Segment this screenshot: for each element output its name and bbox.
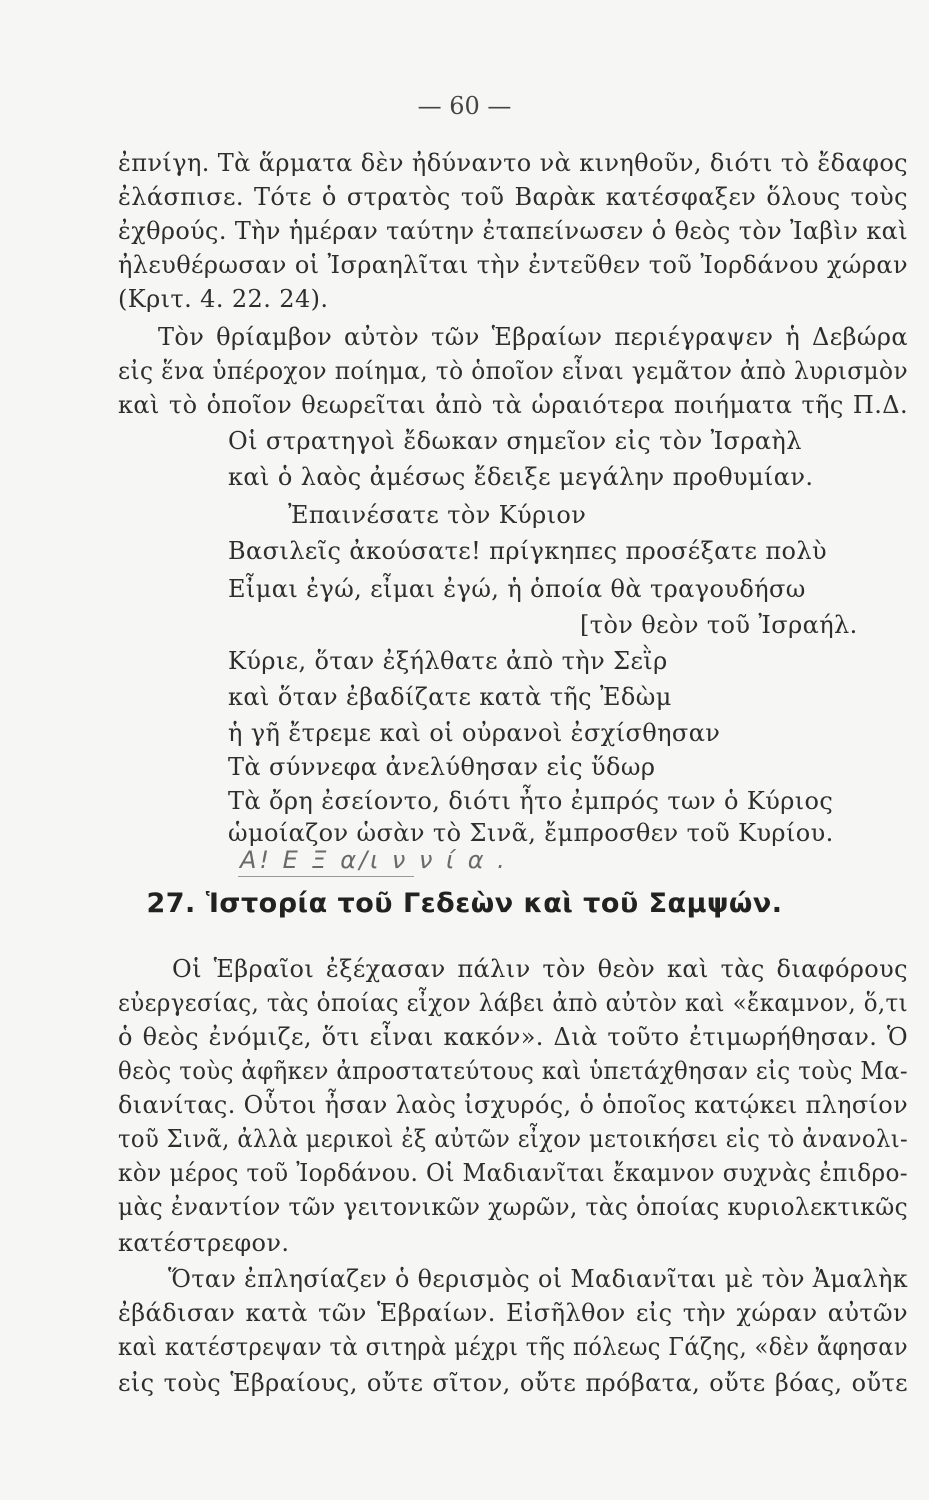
paragraph-line: ἐχθρούς. Τὴν ἡμέραν ταύτην ἐταπείνωσεν ὁ θεὸς τὸν Ἰαβὶν καὶ: [118, 217, 908, 245]
paragraph-line: Τὸν θρίαμβον αὐτὸν τῶν Ἑβραίων περιέγραψεν ἡ Δεβώρα: [158, 323, 908, 351]
poem-line: Τὰ σύννεφα ἀνελύθησαν εἰς ὕδωρ: [228, 753, 656, 781]
poem-line: Οἱ στρατηγοὶ ἔδωκαν σημεῖον εἰς τὸν Ἰσραὴλ: [228, 427, 802, 455]
handwritten-note: Α! Ε Ξ α/ι ν ν ί α .: [240, 846, 508, 874]
paragraph-line: καὶ κατέστρεψαν τὰ σιτηρὰ μέχρι τῆς πόλεως Γάζης, «δὲν ἄφησαν: [118, 1333, 908, 1361]
paragraph-line: ἐλάσπισε. Τότε ὁ στρατὸς τοῦ Βαρὰκ κατέσφαξεν ὅλους τοὺς: [118, 183, 908, 211]
section-heading: 27. Ἱστορία τοῦ Γεδεὼν καὶ τοῦ Σαμψών.: [146, 888, 783, 919]
poem-line: ὡμοίαζον ὡσὰν τὸ Σινᾶ, ἔμπροσθεν τοῦ Κυρίου.: [228, 819, 834, 847]
poem-line: Τὰ ὄρη ἐσείοντο, διότι ἦτο ἐμπρός των ὁ Κύριος: [228, 787, 834, 815]
paragraph-line: τοῦ Σινᾶ, ἀλλὰ μερικοὶ ἐξ αὐτῶν εἶχον μετοικήσει εἰς τὸ ἀνανολι-: [118, 1125, 908, 1153]
paragraph-line: (Κριτ. 4. 22. 24).: [118, 285, 329, 313]
paragraph-line: διανίτας. Οὗτοι ἦσαν λαὸς ἰσχυρός, ὁ ὁποῖος κατῴκει πλησίον: [118, 1091, 908, 1119]
paragraph-line: κατέστρεφον.: [118, 1229, 290, 1257]
poem-line: Εἶμαι ἐγώ, εἶμαι ἐγώ, ἡ ὁποία θὰ τραγουδήσω: [228, 575, 806, 603]
poem-line: ἡ γῆ ἔτρεμε καὶ οἱ οὐρανοὶ ἐσχίσθησαν: [228, 719, 721, 747]
paragraph-line: ἐπνίγη. Τὰ ἅρματα δὲν ἠδύναντο νὰ κινηθοῦν, διότι τὸ ἔδαφος: [118, 149, 908, 177]
paragraph-line: ἠλευθέρωσαν οἱ Ἰσραηλῖται τὴν ἐντεῦθεν τοῦ Ἰορδάνου χώραν: [118, 251, 908, 279]
poem-line: καὶ ὁ λαὸς ἀμέσως ἔδειξε μεγάλην προθυμίαν.: [228, 463, 814, 491]
note-underline: [238, 876, 414, 877]
paragraph-line: ὁ θεὸς ἐνόμιζε, ὅτι εἶναι κακόν». Διὰ τοῦτο ἐτιμωρήθησαν. Ὁ: [118, 1023, 908, 1051]
poem-line: [τὸν θεὸν τοῦ Ἰσραήλ.: [580, 611, 858, 639]
paragraph-line: Ὅταν ἐπλησίαζεν ὁ θερισμὸς οἱ Μαδιανῖται μὲ τὸν Ἀμαλὴκ: [168, 1265, 908, 1293]
paragraph-line: θεὸς τοὺς ἀφῆκεν ἀπροστατεύτους καὶ ὑπετάχθησαν εἰς τοὺς Μα-: [118, 1057, 908, 1085]
paragraph-line: κὸν μέρος τοῦ Ἰορδάνου. Οἱ Μαδιανῖται ἔκαμνον συχνὰς ἐπιδρο-: [118, 1159, 908, 1187]
poem-line: καὶ ὅταν ἐβαδίζατε κατὰ τῆς Ἐδὼμ: [228, 683, 672, 711]
paragraph-line: ἐβάδισαν κατὰ τῶν Ἑβραίων. Εἰσῆλθον εἰς τὴν χώραν αὐτῶν: [118, 1299, 908, 1327]
paragraph-line: μὰς ἐναντίον τῶν γειτονικῶν χωρῶν, τὰς ὁποίας κυριολεκτικῶς: [118, 1193, 908, 1221]
paragraph-line: Οἱ Ἑβραῖοι ἐξέχασαν πάλιν τὸν θεὸν καὶ τὰς διαφόρους: [172, 955, 908, 983]
poem-line: Κύριε, ὅταν ἐξήλθατε ἀπὸ τὴν Σεῒρ: [228, 647, 668, 675]
paragraph-line: εἰς τοὺς Ἑβραίους, οὔτε σῖτον, οὔτε πρόβατα, οὔτε βόας, οὔτε: [118, 1369, 908, 1397]
paragraph-line: καὶ τὸ ὁποῖον θεωρεῖται ἀπὸ τὰ ὡραιότερα ποιήματα τῆς Π.Δ.: [118, 391, 908, 419]
page-number: — 60 —: [417, 92, 512, 120]
poem-line: Ἐπαινέσατε τὸν Κύριον: [288, 501, 587, 529]
paragraph-line: εἰς ἕνα ὑπέροχον ποίημα, τὸ ὁποῖον εἶναι γεμᾶτον ἀπὸ λυρισμὸν: [118, 357, 908, 385]
poem-line: Βασιλεῖς ἀκούσατε! πρίγκηπες προσέξατε πολὺ: [228, 537, 828, 565]
paragraph-line: εὐεργεσίας, τὰς ὁποίας εἶχον λάβει ἀπὸ αὐτὸν καὶ «ἔκαμνον, ὅ,τι: [118, 989, 908, 1017]
